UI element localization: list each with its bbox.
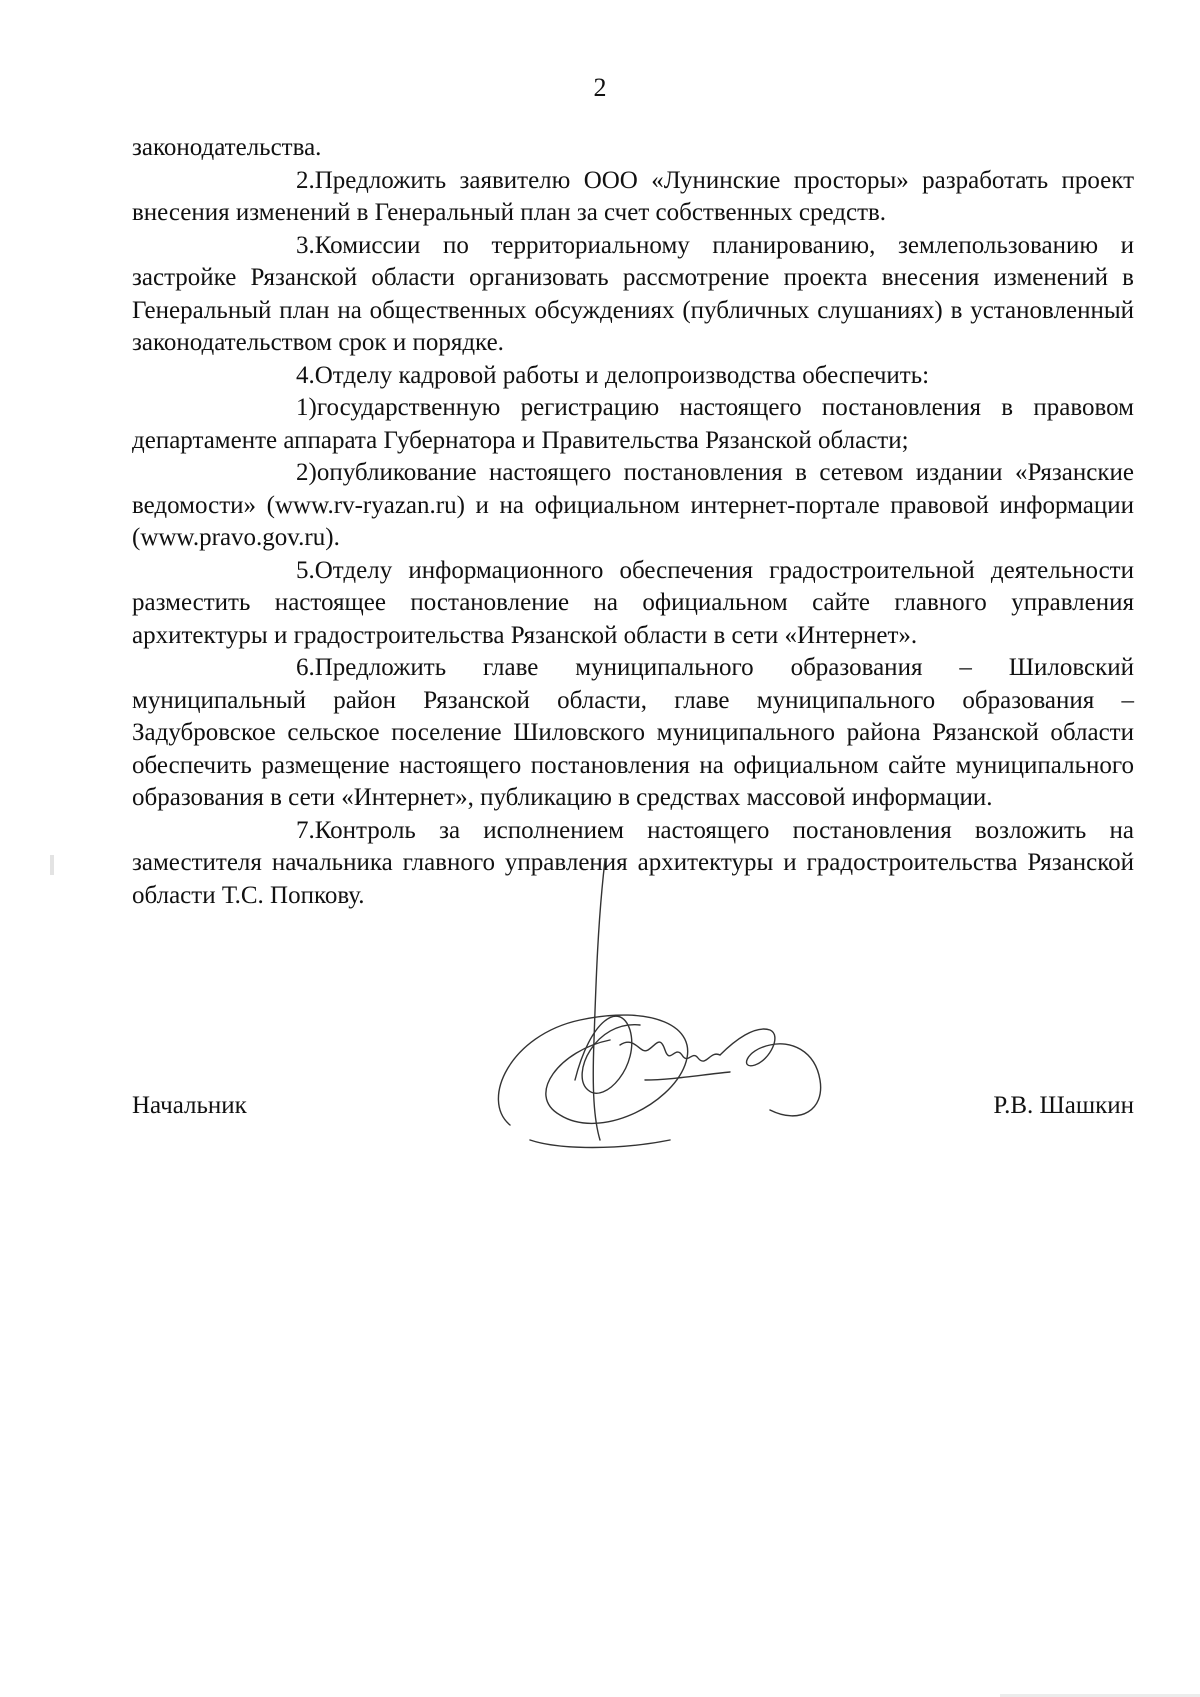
paragraph-text: Предложить заявителю ООО «Лунинские просторы» разработать проект внесения изменений в Генеральный план за счет собственных средств. <box>132 166 1134 226</box>
handwritten-signature <box>470 850 850 1180</box>
signer-title: Начальник <box>132 1092 247 1119</box>
paragraph-subitem-1 <box>132 392 1134 457</box>
paragraph-item-5 <box>132 555 1134 653</box>
paragraph-text: Контроль за исполнением настоящего постановления возложить на заместителя начальника главного управления архитектуры и градостроительства Рязанской области Т.С. Попкову. <box>132 816 1134 909</box>
scan-artifact <box>50 855 54 875</box>
paragraph-text: Комиссии по территориальному планированию, землепользованию и застройке Рязанской области организовать рассмотрение проекта внесения изменений в Генеральный план на общественных обсуждениях (публичных слушаниях) в установленный законодательством срок и порядке. <box>132 231 1134 356</box>
paragraph-text: опубликование настоящего постановления в сетевом издании «Рязанские ведомости» (www.rv-ryazan.ru) и на официальном интернет-портале правовой информации (www.pravo.gov.ru). <box>132 459 1134 551</box>
paragraph-continuation <box>132 132 1134 165</box>
paragraph-item-6 <box>132 652 1134 815</box>
item-number: 2) <box>296 459 317 486</box>
item-number: 4. <box>296 361 315 389</box>
item-number: 5. <box>296 556 315 584</box>
paragraph-text: государственную регистрацию настоящего постановления в правовом департаменте аппарата Губернатора и Правительства Рязанской области; <box>132 394 1134 454</box>
item-number: 2. <box>296 166 315 194</box>
item-number: 7. <box>296 816 315 844</box>
paragraph-item-3 <box>132 230 1134 360</box>
paragraph-text: Предложить главе муниципального образования – Шиловский муниципальный район Рязанской области, главе муниципального образования – Задубровское сельское поселение Шиловского муниципального района Рязанской области обеспечить размещение настоящего постановления на официальном сайте муниципального образования в сети «Интернет», публикацию в средствах массовой информации. <box>132 654 1134 811</box>
item-number: 3. <box>296 231 315 259</box>
paragraph-text: законодательства. <box>132 134 322 161</box>
signer-name: Р.В. Шашкин <box>993 1092 1134 1119</box>
document-body <box>132 132 1134 912</box>
page-number: 2 <box>593 73 607 102</box>
paragraph-text: Отделу информационного обеспечения градостроительной деятельности разместить настоящее постановление на официальном сайте главного управления архитектуры и градостроительства Рязанской области в сети «Интернет». <box>132 556 1134 649</box>
signature-block <box>132 1090 1134 1130</box>
item-number: 1) <box>296 394 317 421</box>
paragraph-item-4 <box>132 360 1134 393</box>
paragraph-subitem-2 <box>132 457 1134 555</box>
item-number: 6. <box>296 654 315 681</box>
paragraph-item-2 <box>132 165 1134 230</box>
paragraph-text: Отделу кадровой работы и делопроизводства обеспечить: <box>314 361 930 389</box>
